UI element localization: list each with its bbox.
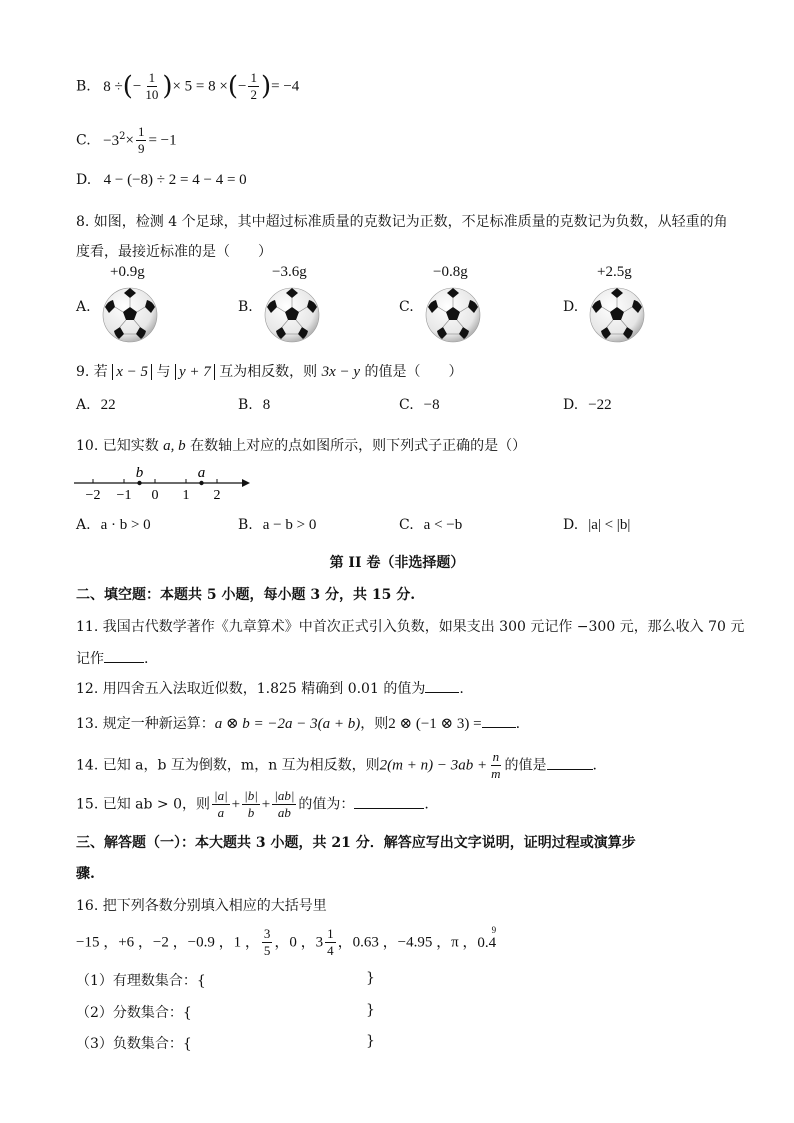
ball-weight: +2.5g xyxy=(597,264,632,280)
option-label: C. xyxy=(399,299,414,315)
soccer-ball-icon xyxy=(264,287,320,343)
q15-text: 15. 已知 ab > 0，则 $\frac{|a|}{a}$ + $\frac{|b|}{b}$ + $\frac{|ab|}{ab}$ 的值为： . xyxy=(76,788,429,820)
option-label: B. xyxy=(238,397,253,413)
point-label: a xyxy=(197,465,206,481)
q14-text: 14. 已知 a，b 互为倒数，m，n 互为相反数，则2(m + n) − 3ab + $\frac{n}{m}$ 的值是 . xyxy=(76,749,597,781)
tick-label: −2 xyxy=(85,488,101,503)
axis-arrow xyxy=(242,479,250,487)
tick-label: 0 xyxy=(151,488,159,503)
tick-label: 2 xyxy=(213,488,221,503)
ball-weight: −0.8g xyxy=(433,264,468,280)
q11-line2: 记作 . xyxy=(76,651,149,667)
option-b xyxy=(238,397,270,414)
option-label: D. xyxy=(563,397,579,413)
q8-text-line2: 度看，最接近标准的是（ ） xyxy=(76,244,272,260)
q13-text: 13. 规定一种新运算：a ⊗ b = −2a − 3(a + b)，则2 ⊗ (−1 ⊗ 3) = . xyxy=(76,716,521,732)
point-b xyxy=(137,481,141,485)
set-label: （2）分数集合：{ xyxy=(76,1005,192,1021)
option-value: −22 xyxy=(588,397,612,413)
ball-weight: −3.6g xyxy=(272,264,307,280)
option-a xyxy=(76,397,116,414)
q11-line1: 11. 我国古代数学著作《九章算术》中首次正式引入负数，如果支出 300 元记作 −300 元，那么收入 70 元 xyxy=(76,619,745,635)
tick-label: −1 xyxy=(116,488,132,503)
set-label: （3）负数集合：{ xyxy=(76,1036,192,1052)
q16-title: 16. 把下列各数分别填入相应的大括号里 xyxy=(76,898,327,914)
option-value: −8 xyxy=(423,397,440,413)
option-label: B. xyxy=(238,517,253,533)
option-label: A. xyxy=(76,299,91,315)
option-label: C. xyxy=(399,397,414,413)
set-label: （1）有理数集合：{ xyxy=(76,973,206,989)
set-close-brace: } xyxy=(366,970,375,986)
option-value: a < −b xyxy=(423,517,463,533)
option-label: C. xyxy=(399,517,414,533)
answer-blank[interactable] xyxy=(354,808,424,809)
answer-blank[interactable] xyxy=(482,727,516,728)
q9-text: 9. 若 x − 5 与 y + 7 互为相反数，则 3x − y 的值是（ ） xyxy=(76,364,463,380)
option-a xyxy=(76,517,151,534)
q7-option-b: B. 8 ÷(− $\frac{1}{10}$ )× 5 = 8 ×(− $\frac{1}{2}$ )= −4 xyxy=(76,70,300,102)
q7-option-c: C. $-3^2\times$ $\frac{1}{9}$ = −1 xyxy=(76,124,177,156)
point-a xyxy=(199,481,203,485)
soccer-ball-icon xyxy=(425,287,481,343)
answer-blank[interactable] xyxy=(425,692,459,693)
section-2-heading: 二、填空题：本题共 5 小题，每小题 3 分，共 15 分. xyxy=(76,587,416,603)
number-line xyxy=(70,458,260,504)
option-c xyxy=(399,397,440,414)
q10-text: 10. 已知实数 a, b 在数轴上对应的点如图所示，则下列式子正确的是（） xyxy=(76,438,527,454)
q16-number-list: −15 ，+6 ，−2 ，−0.9 ，1 ， $\frac{3}{5}$ ，0 ，3 $\frac{1}{4}$ ，0.63 ，−4.95 ，π ，0.4 9 xyxy=(76,924,497,958)
section-3-heading-line1: 三、解答题（一）：本大题共 3 小题，共 21 分．解答应写出文字说明，证明过程或演算步 xyxy=(76,835,636,851)
tick-label: 1 xyxy=(182,488,190,503)
option-c xyxy=(399,517,462,534)
set-close-brace: } xyxy=(366,1033,375,1049)
option-label: D. xyxy=(563,299,579,315)
answer-blank[interactable] xyxy=(547,769,593,770)
soccer-ball-icon xyxy=(102,287,158,343)
answer-blank[interactable] xyxy=(104,662,144,663)
option-d xyxy=(563,397,612,414)
option-b xyxy=(238,517,316,534)
option-value: 22 xyxy=(100,397,116,413)
option-label: B. xyxy=(76,78,91,95)
section-3-heading-line2: 骤. xyxy=(76,866,95,882)
point-label: b xyxy=(135,465,144,481)
q8-text-line1: 8. 如图，检测 4 个足球，其中超过标准质量的克数记为正数，不足标准质量的克数记为负数，从轻重的角 xyxy=(76,214,728,230)
option-value: a · b > 0 xyxy=(100,517,151,533)
option-label: D. xyxy=(563,517,579,533)
option-d xyxy=(563,517,630,534)
q7-option-d: D. 4 − (−8) ÷ 2 = 4 − 4 = 0 xyxy=(76,172,247,188)
ball-weight: +0.9g xyxy=(110,264,145,280)
option-value: |a| < |b| xyxy=(588,517,631,533)
option-label: B. xyxy=(238,299,253,315)
soccer-ball-icon xyxy=(589,287,645,343)
option-value: a − b > 0 xyxy=(262,517,317,533)
set-close-brace: } xyxy=(366,1002,375,1018)
option-label: A. xyxy=(76,517,91,533)
option-value: 8 xyxy=(262,397,271,413)
q12-text: 12. 用四舍五入法取近似数，1.825 精确到 0.01 的值为 . xyxy=(76,681,464,697)
option-label: A. xyxy=(76,397,91,413)
volume-heading: 第 II 卷（非选择题） xyxy=(329,555,465,571)
